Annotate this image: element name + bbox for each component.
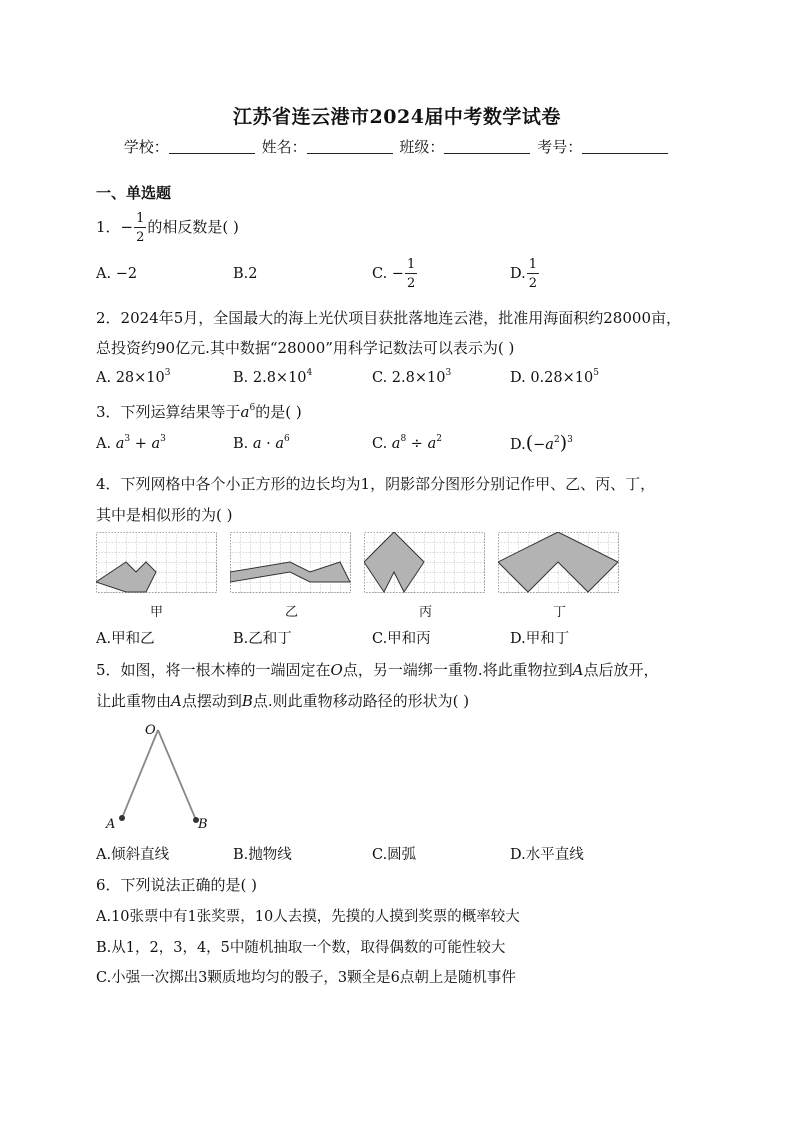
q5-option-d[interactable]: D.水平直线	[510, 847, 584, 863]
q4-option-c[interactable]: C.甲和丙	[372, 631, 431, 647]
q1-d-num: 1	[528, 257, 537, 272]
rod-to-a	[122, 730, 158, 818]
q1-number: 1．	[96, 218, 121, 236]
id-label: 考号：	[537, 138, 583, 156]
question-4-line2: 其中是相似形的为( )	[96, 506, 233, 524]
q1-d-fraction	[527, 258, 539, 290]
q3-a-label: A.	[96, 436, 112, 452]
q2-option-b[interactable]	[233, 370, 312, 386]
question-5-line2	[96, 690, 469, 711]
q3-option-c[interactable]: C. $a^8 \div a^2$	[372, 434, 442, 452]
q3-c-label: C.	[372, 436, 388, 452]
q2-b-base: B. 2.8×10	[233, 370, 307, 386]
q3-b-label: B.	[233, 436, 249, 452]
q5-l1-apoint: A	[572, 661, 584, 679]
q1-option-c[interactable]	[372, 258, 418, 290]
label-a: A	[106, 817, 116, 832]
q1-minus: −	[120, 218, 134, 236]
q2-c-exp: 3	[445, 368, 452, 378]
caption-jia: 甲	[150, 605, 164, 620]
q1-text: 的相反数是( )	[147, 218, 239, 236]
q6-option-a[interactable]: A.10张票中有1张奖票，10人去摸，先摸的人摸到奖票的概率较大	[96, 909, 520, 925]
q5-l2-a: 让此重物由	[96, 692, 172, 710]
question-4-line1: 4．下列网格中各个小正方形的边长均为1，阴影部分图形分别记作甲、乙、丙、丁，	[96, 475, 656, 493]
q1-option-a[interactable]: A. −2	[96, 266, 138, 282]
q3-prefix: 3．下列运算结果等于	[96, 403, 241, 421]
q1-denominator: 2	[136, 230, 145, 245]
student-info-line	[0, 136, 794, 157]
question-2-line2: 总投资约90亿元.其中数据“28000”用科学记数法可以表示为( )	[96, 339, 515, 357]
q3-var: a	[240, 403, 250, 421]
class-label: 班级：	[399, 138, 445, 156]
q3-exp: 6	[249, 403, 256, 413]
q3-option-d[interactable]: $D.(-a^2)^3$	[510, 432, 573, 454]
q1-fraction	[134, 212, 146, 244]
q2-option-a[interactable]	[96, 370, 170, 386]
question-3-stem	[96, 401, 302, 422]
q5-l1-b: 点，另一端绑一重物.将此重物拉到	[342, 661, 573, 679]
point-a-dot	[119, 815, 125, 821]
q3-option-b[interactable]: B. $a \cdot a^6$	[233, 434, 290, 452]
q5-l1-o: O	[330, 661, 343, 679]
q1-c-den: 2	[406, 276, 416, 291]
q3-d-label: D.	[510, 437, 526, 453]
q2-option-c[interactable]	[372, 370, 451, 386]
label-b: B	[198, 817, 208, 832]
q1-d-den: 2	[528, 276, 537, 291]
question-5-line1	[96, 659, 659, 680]
pendulum-diagram	[100, 720, 220, 835]
question-1-stem	[96, 212, 239, 244]
q5-l1-c: 点后放开，	[583, 661, 659, 679]
q4-option-d[interactable]: D.甲和丁	[510, 631, 570, 647]
q5-l2-b: 点摆动到	[181, 692, 242, 710]
q1-option-d[interactable]	[510, 258, 540, 290]
name-label: 姓名：	[261, 138, 307, 156]
q6-option-c[interactable]: C.小强一次掷出3颗质地均匀的骰子，3颗全是6点朝上是随机事件	[96, 970, 516, 986]
q3-option-a[interactable]: A. $a^3 + a^3$	[96, 434, 166, 452]
id-blank[interactable]	[582, 139, 668, 154]
q5-l2-c: 点.则此重物移动路径的形状为( )	[252, 692, 470, 710]
q1-option-b[interactable]: B.2	[233, 266, 258, 282]
q5-option-a[interactable]: A.倾斜直线	[96, 847, 170, 863]
q1-c-num: 1	[406, 257, 416, 272]
question-2-line1: 2．2024年5月，全国最大的海上光伏项目获批落地连云港，批准用海面积约28000亩，	[96, 309, 681, 327]
q1-c-prefix: C. −	[372, 266, 404, 282]
exam-title: 江苏省连云港市2024届中考数学试卷	[233, 106, 561, 128]
q5-l1-a: 5．如图，将一根木棒的一端固定在	[96, 661, 331, 679]
caption-bing: 丙	[419, 605, 433, 620]
class-blank[interactable]	[444, 139, 530, 154]
q2-a-exp: 3	[164, 368, 171, 378]
school-label: 学校：	[123, 138, 169, 156]
question-6-stem: 6．下列说法正确的是( )	[96, 876, 258, 894]
q2-a-base: A. 28×10	[96, 370, 165, 386]
grid-figure-bing	[364, 532, 492, 594]
caption-yi: 乙	[285, 605, 299, 620]
q1-numerator: 1	[136, 211, 145, 226]
q4-option-b[interactable]: B.乙和丁	[233, 631, 292, 647]
section-heading: 一、单选题	[96, 184, 172, 202]
q1-d-prefix: D.	[510, 266, 526, 282]
grid-figure-yi	[230, 532, 358, 594]
q5-option-c[interactable]: C.圆弧	[372, 847, 417, 863]
q1-c-fraction	[405, 258, 417, 290]
q5-option-b[interactable]: B.抛物线	[233, 847, 292, 863]
q2-c-base: C. 2.8×10	[372, 370, 446, 386]
q5-l2-bpoint: B	[241, 692, 253, 710]
grid-figure-ding	[498, 532, 626, 594]
rod-to-b	[158, 730, 196, 820]
label-o: O	[145, 723, 156, 738]
q6-option-b[interactable]: B.从1，2，3，4，5中随机抽取一个数，取得偶数的可能性较大	[96, 940, 506, 956]
name-blank[interactable]	[307, 139, 393, 154]
school-blank[interactable]	[169, 139, 255, 154]
q2-b-exp: 4	[306, 368, 313, 378]
q2-option-d[interactable]	[510, 370, 599, 386]
q3-suffix: 的是( )	[255, 403, 302, 421]
q2-d-exp: 5	[593, 368, 599, 378]
q5-l2-apoint: A	[171, 692, 182, 710]
q2-d-base: D. 0.28×10	[510, 370, 594, 386]
caption-ding: 丁	[553, 605, 567, 620]
grid-figure-jia	[96, 532, 226, 594]
q4-option-a[interactable]: A.甲和乙	[96, 631, 155, 647]
